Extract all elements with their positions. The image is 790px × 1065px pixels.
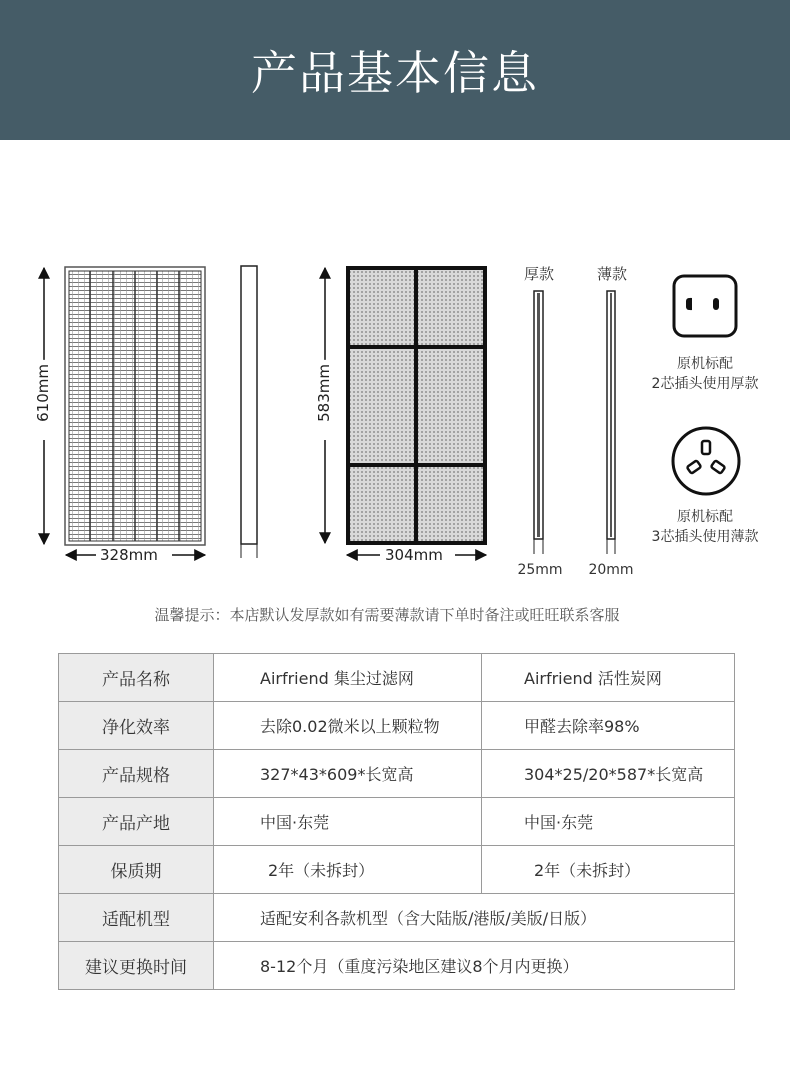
row-key: 产品规格: [59, 750, 214, 798]
row-value-filter: 327*43*609*长宽高: [214, 750, 482, 798]
three-pin-caption-line2: 3芯插头使用薄款: [651, 529, 759, 545]
row-key: 产品产地: [59, 798, 214, 846]
thin-filter-side: [607, 291, 615, 554]
row-value-filter: 去除0.02微米以上颗粒物: [214, 702, 482, 750]
row-value-carbon: 2年（未拆封）: [482, 846, 735, 894]
two-pin-socket-icon: [674, 276, 736, 336]
table-row: [59, 654, 735, 702]
two-pin-caption-line1: 原机标配: [677, 356, 733, 372]
carbon-height-label: 583mm: [315, 360, 333, 426]
thick-size-label: 25mm: [517, 562, 563, 578]
page-title: 产品基本信息: [251, 46, 539, 100]
two-pin-caption: [630, 354, 780, 394]
table-row: [59, 942, 735, 990]
carbon-filter-front: [346, 266, 487, 545]
thick-filter-side: [534, 291, 543, 554]
header-banner: [0, 0, 790, 140]
row-value-carbon: 甲醛去除率98%: [482, 702, 735, 750]
row-value-filter: Airfriend 集尘过滤网: [214, 654, 482, 702]
row-key: 适配机型: [59, 894, 214, 942]
row-key: 产品名称: [59, 654, 214, 702]
three-pin-socket-icon: [673, 428, 739, 494]
table-row: [59, 798, 735, 846]
row-value-filter: 2年（未拆封）: [214, 846, 482, 894]
row-key: 净化效率: [59, 702, 214, 750]
hepa-filter-side: [241, 266, 257, 544]
hepa-height-label: 610mm: [34, 360, 52, 426]
two-pin-caption-line2: 2芯插头使用厚款: [651, 376, 759, 392]
row-value-carbon: Airfriend 活性炭网: [482, 654, 735, 702]
spec-table: [58, 653, 735, 990]
thick-label: 厚款: [523, 265, 554, 283]
row-value-merged: 8-12个月（重度污染地区建议8个月内更换）: [214, 942, 735, 990]
three-pin-caption: [630, 507, 780, 547]
row-key: 建议更换时间: [59, 942, 214, 990]
thin-label: 薄款: [596, 265, 627, 283]
table-row: [59, 894, 735, 942]
row-value-merged: 适配安利各款机型（含大陆版/港版/美版/日版）: [214, 894, 735, 942]
hint-text: 温馨提示：本店默认发厚款如有需要薄款请下单时备注或旺旺联系客服: [154, 606, 620, 624]
three-pin-caption-line1: 原机标配: [677, 509, 733, 525]
carbon-width-label: 304mm: [381, 546, 447, 564]
hepa-width-label: 328mm: [96, 546, 162, 564]
row-key: 保质期: [59, 846, 214, 894]
table-row: [59, 750, 735, 798]
row-value-carbon: 中国·东莞: [482, 798, 735, 846]
row-value-carbon: 304*25/20*587*长宽高: [482, 750, 735, 798]
hepa-filter-front: [65, 267, 205, 545]
table-row: [59, 702, 735, 750]
table-row: [59, 846, 735, 894]
thin-size-label: 20mm: [588, 562, 634, 578]
row-value-filter: 中国·东莞: [214, 798, 482, 846]
